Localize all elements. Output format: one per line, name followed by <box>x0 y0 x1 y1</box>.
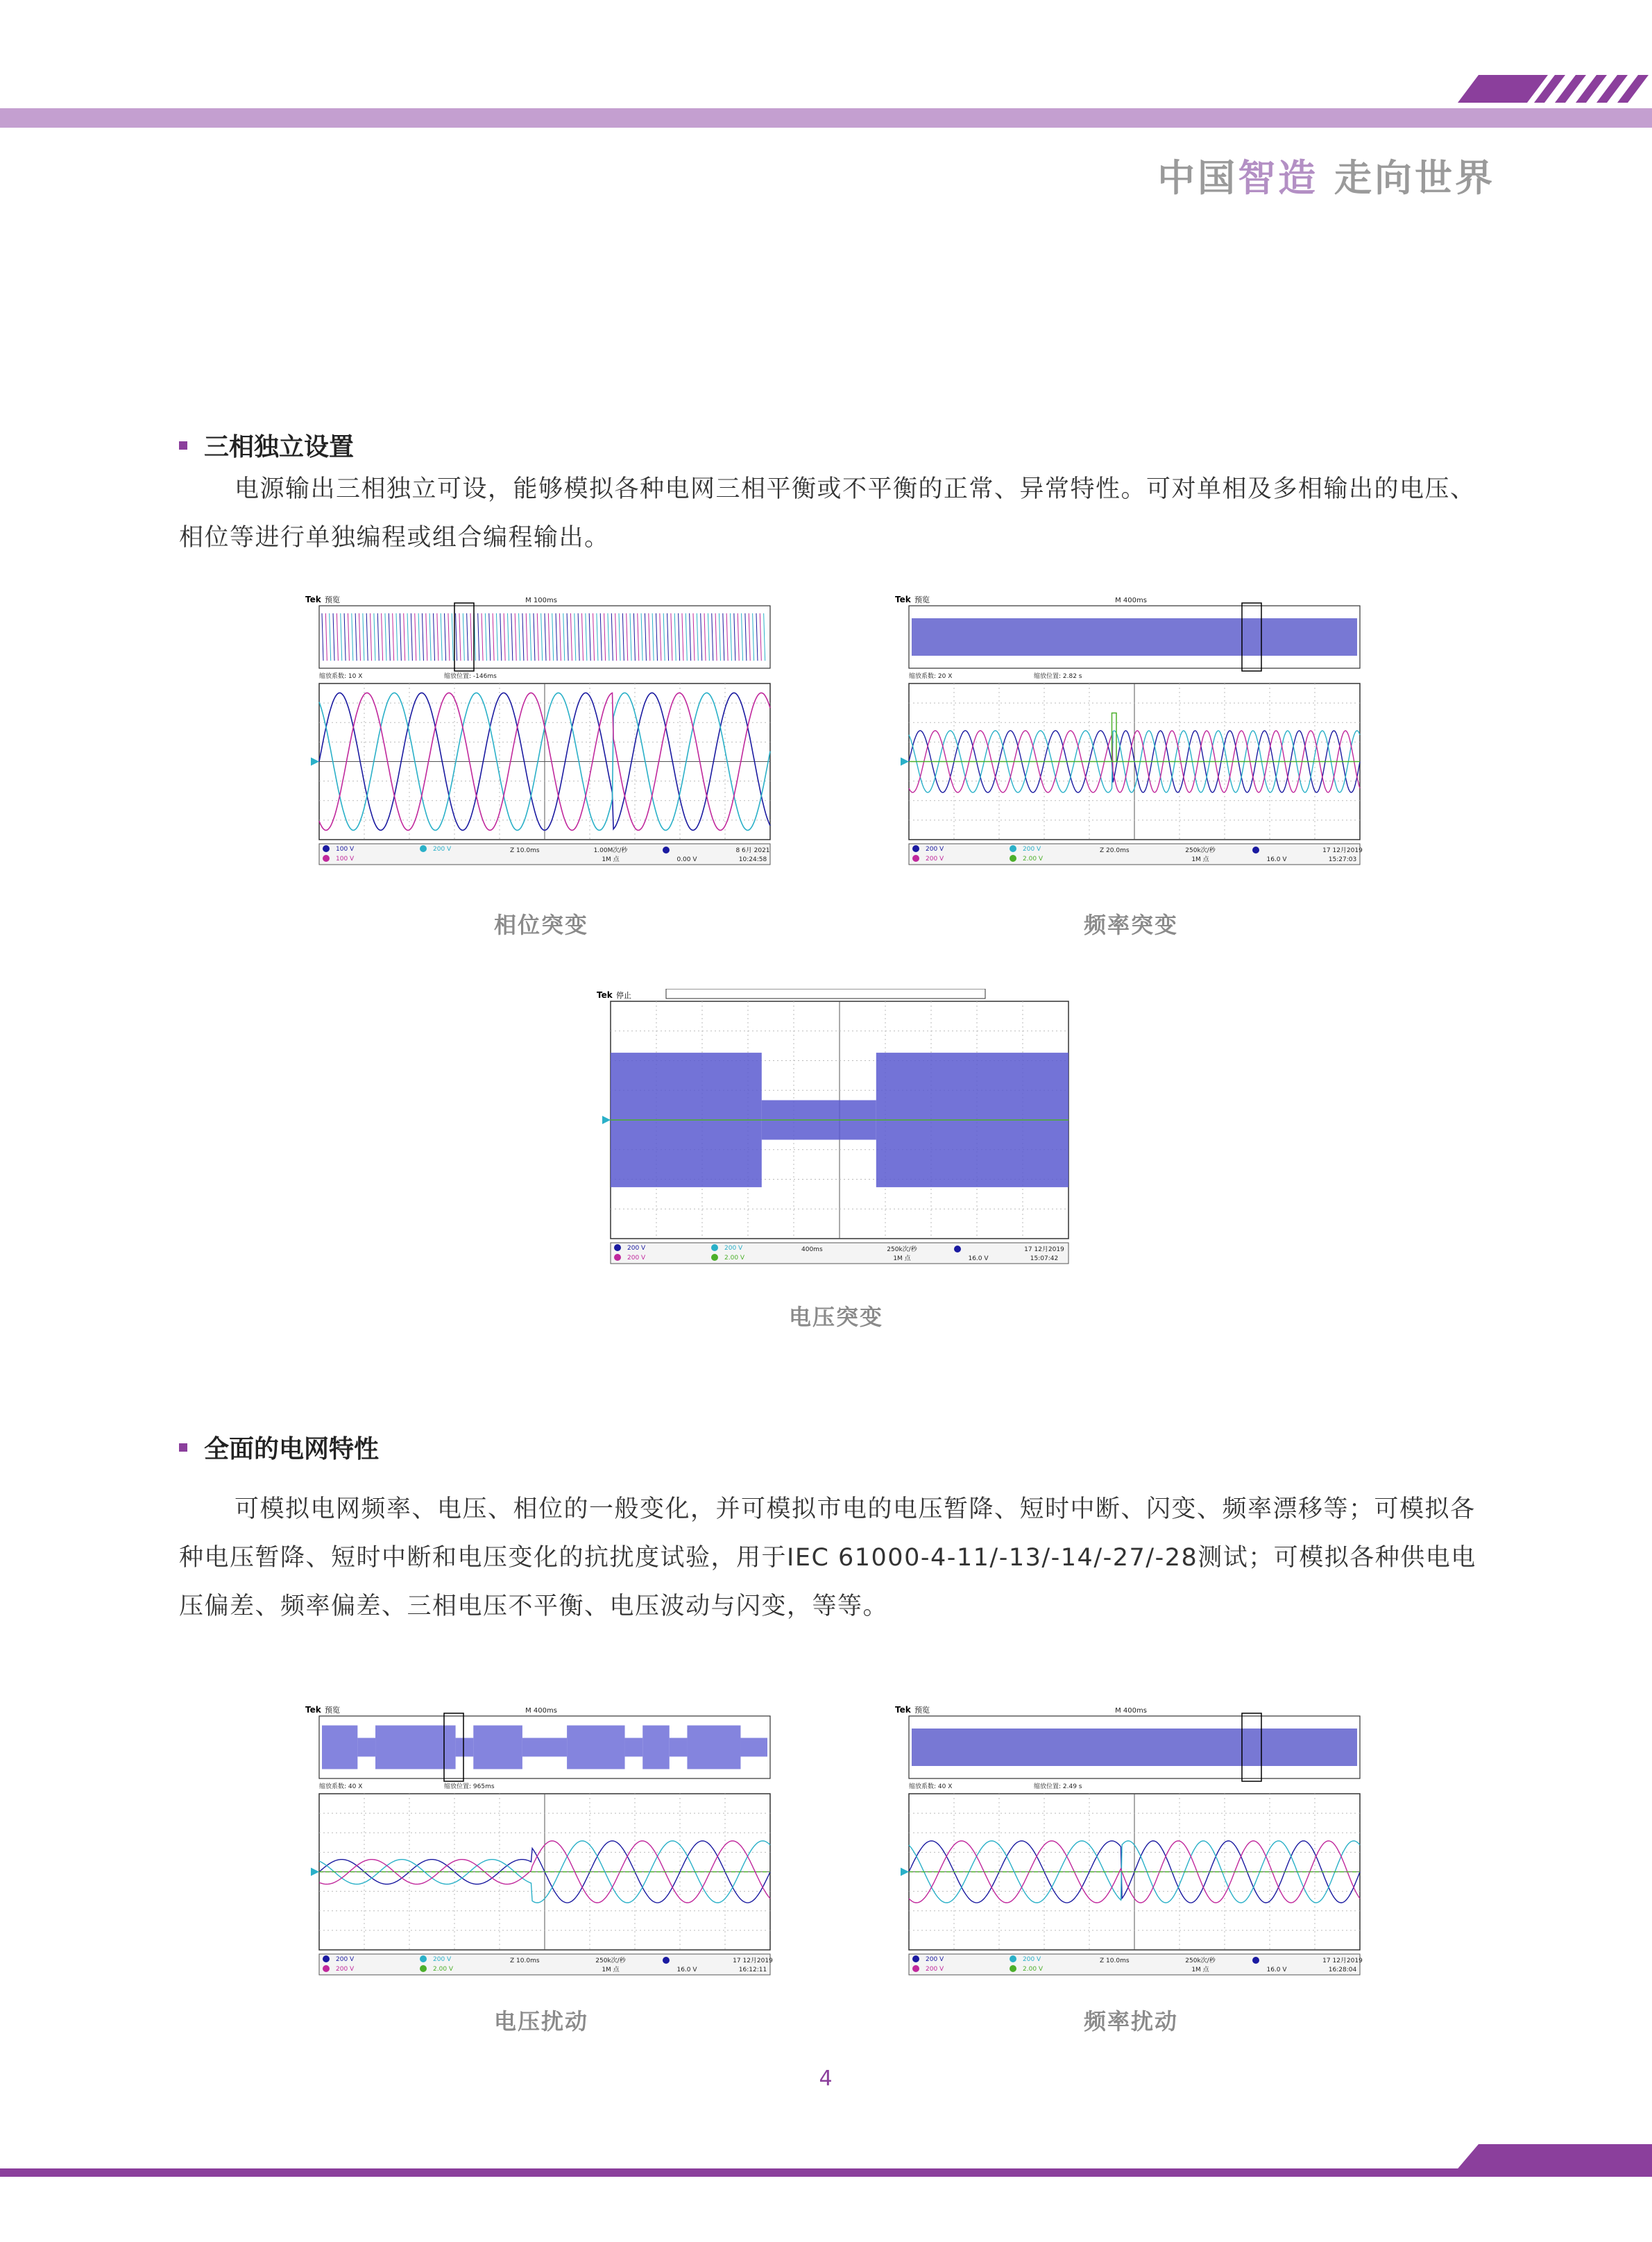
channel-badge-icon <box>912 1955 919 1962</box>
bottom-accent-bar <box>0 2168 1652 2177</box>
scope-grid <box>319 683 770 840</box>
zoom-position: 缩放位置: -146ms <box>444 673 497 680</box>
scope-timebase: M 400ms <box>1115 1707 1147 1715</box>
scope-brand: Tek <box>305 1705 321 1715</box>
horizontal-scale: Z 10.0ms <box>1100 1957 1130 1964</box>
horizontal-scale: Z 10.0ms <box>510 847 540 854</box>
oscilloscope-voltage-disturbance <box>305 1704 777 1978</box>
overview-band <box>912 618 1357 656</box>
section-title-grid-characteristics <box>179 1429 379 1465</box>
section1-paragraph <box>179 465 1497 562</box>
record-length: 1M 点 <box>602 1967 620 1973</box>
trigger-source-icon <box>1252 847 1259 854</box>
caption-phase-step: 相位突变 <box>493 912 588 938</box>
scope-overview-strip <box>909 606 1360 668</box>
channel-scale: 2.00 V <box>433 1966 454 1973</box>
scope-overview-strip <box>909 1716 1360 1778</box>
channel-scale: 200 V <box>336 1956 355 1963</box>
scope-time: 15:27:03 <box>1328 856 1357 863</box>
scope-acq-mode: 预览 <box>325 1706 340 1715</box>
overview-band <box>912 1729 1357 1766</box>
trigger-source-icon <box>663 847 670 854</box>
scope-overview-strip <box>319 606 770 668</box>
oscilloscope-voltage-step <box>597 989 1075 1266</box>
channel-scale: 2.00 V <box>724 1255 745 1262</box>
channel-scale: 2.00 V <box>1023 1966 1044 1973</box>
oscilloscope-frequency-step <box>895 593 1367 867</box>
horizontal-scale: Z 20.0ms <box>1100 847 1130 854</box>
trigger-level: 16.0 V <box>968 1255 989 1262</box>
trigger-level: 16.0 V <box>676 1967 697 1973</box>
scope-date: 17 12月2019 <box>1322 847 1363 854</box>
channel-scale: 200 V <box>336 1966 355 1973</box>
caption-frequency-disturbance: 频率扰动 <box>1083 2008 1178 2035</box>
scope-time: 16:28:04 <box>1328 1967 1357 1973</box>
channel-badge-icon <box>323 1965 330 1972</box>
channel-scale: 200 V <box>433 1956 452 1963</box>
oscilloscope-screen <box>305 1704 777 1978</box>
overview-band <box>625 1738 643 1757</box>
scope-readout-bar <box>611 1243 1068 1264</box>
section2-title-text: 全面的电网特性 <box>204 1435 380 1463</box>
zoom-position: 缩放位置: 2.49 s <box>1034 1783 1082 1790</box>
channel-badge-icon <box>1010 1965 1016 1972</box>
channel-scale: 100 V <box>336 856 355 863</box>
channel-badge-icon <box>1010 855 1016 862</box>
channel-badge-icon <box>912 845 919 852</box>
scope-brand: Tek <box>597 990 613 1000</box>
section1-title-text: 三相独立设置 <box>204 433 355 461</box>
scope-readout-bar <box>909 1954 1363 1975</box>
sample-rate: 1.00M次/秒 <box>593 847 628 854</box>
scope-brand: Tek <box>895 1705 911 1715</box>
overview-band <box>473 1726 522 1769</box>
page-number: 4 <box>819 2066 833 2091</box>
channel-scale: 200 V <box>1023 846 1041 853</box>
timebase-bar <box>666 989 985 999</box>
ground-marker-icon <box>901 758 909 766</box>
caption-voltage-disturbance: 电压扰动 <box>493 2008 588 2035</box>
channel-badge-icon <box>323 1955 330 1962</box>
scope-time: 10:24:58 <box>738 856 767 863</box>
zoom-position: 缩放位置: 965ms <box>444 1783 495 1790</box>
scope-timebase: M 400ms <box>525 1707 557 1715</box>
slogan-highlight: 智造 <box>1238 156 1319 200</box>
caption-frequency-step: 频率突变 <box>1083 912 1178 938</box>
scope-date: 17 12月2019 <box>1024 1246 1064 1253</box>
sample-rate: 250k次/秒 <box>595 1957 626 1964</box>
scope-date: 8 6月 2021 <box>735 847 770 854</box>
oscilloscope-screen <box>895 593 1367 867</box>
header-slogan <box>1157 148 1495 202</box>
section-title-three-phase <box>179 427 354 463</box>
channel-scale: 200 V <box>926 1966 944 1973</box>
overview-band <box>740 1738 767 1757</box>
channel-badge-icon <box>711 1244 718 1251</box>
channel-scale: 200 V <box>627 1245 646 1252</box>
channel-badge-icon <box>1010 1955 1016 1962</box>
scope-brand: Tek <box>895 595 911 604</box>
section2-paragraph-text: 可模拟电网频率、电压、相位的一般变化，并可模拟市电的电压暂降、短时中断、闪变、频率漂移等；可模拟各种电压暂降、短时中断和电压变化的抗扰度试验，用于IEC 61000-4-11/-13/-14/-27/-28测试；可模拟各种供电电压偏差、频率偏差、三相电压不平衡、电压波动与闪变，等等。 <box>179 1495 1476 1620</box>
bullet-icon <box>179 1443 187 1452</box>
overview-band <box>687 1726 740 1769</box>
channel-badge-icon <box>912 1965 919 1972</box>
horizontal-scale: Z 10.0ms <box>510 1957 540 1964</box>
channel-badge-icon <box>323 845 330 852</box>
slogan-part-2: 走向世界 <box>1318 156 1495 200</box>
sample-rate: 250k次/秒 <box>1185 847 1216 854</box>
channel-scale: 200 V <box>433 846 452 853</box>
zoom-factor: 缩放系数: 20 X <box>909 673 953 680</box>
scope-date: 17 12月2019 <box>1322 1957 1363 1964</box>
readout-frame <box>319 844 770 865</box>
channel-scale: 2.00 V <box>1023 856 1044 863</box>
trigger-source-icon <box>1252 1957 1259 1964</box>
channel-scale: 200 V <box>627 1255 646 1262</box>
channel-badge-icon <box>912 855 919 862</box>
record-length: 1M 点 <box>893 1255 911 1262</box>
caption-voltage-step: 电压突变 <box>788 1304 883 1330</box>
channel-scale: 200 V <box>724 1245 743 1252</box>
sample-rate: 250k次/秒 <box>1185 1957 1216 1964</box>
channel-scale: 200 V <box>1023 1956 1041 1963</box>
trigger-level: 16.0 V <box>1266 1967 1287 1973</box>
scope-time: 16:12:11 <box>738 1967 767 1973</box>
ground-marker-icon <box>311 758 319 766</box>
channel-badge-icon <box>614 1254 621 1261</box>
overview-band <box>357 1738 375 1757</box>
scope-acq-mode: 停止 <box>616 991 631 1000</box>
channel-scale: 100 V <box>336 846 355 853</box>
scope-timebase: M 100ms <box>525 597 557 604</box>
bullet-icon <box>179 441 187 450</box>
channel-badge-icon <box>614 1244 621 1251</box>
zoom-position: 缩放位置: 2.82 s <box>1034 673 1082 680</box>
overview-band <box>522 1738 567 1757</box>
oscilloscope-screen <box>597 989 1075 1266</box>
trigger-source-icon <box>954 1246 961 1252</box>
scope-date: 17 12月2019 <box>733 1957 773 1964</box>
scope-timebase: M 400ms <box>1115 597 1147 604</box>
zoom-factor: 缩放系数: 40 X <box>319 1783 363 1790</box>
section1-paragraph-text: 电源输出三相独立可设，能够模拟各种电网三相平衡或不平衡的正常、异常特性。可对单相及多相输出的电压、相位等进行单独编程或组合编程输出。 <box>179 475 1476 552</box>
channel-scale: 200 V <box>926 856 944 863</box>
readout-frame <box>909 844 1360 865</box>
channel-badge-icon <box>420 845 427 852</box>
oscilloscope-screen <box>895 1704 1367 1978</box>
scope-readout-bar <box>319 1954 773 1975</box>
trigger-source-icon <box>663 1957 670 1964</box>
trigger-level: 0.00 V <box>676 856 697 863</box>
header-stripes-decoration <box>1444 75 1652 103</box>
channel-badge-icon <box>420 1965 427 1972</box>
top-accent-bar <box>0 108 1652 128</box>
scope-acq-mode: 预览 <box>914 595 930 604</box>
oscilloscope-screen <box>305 593 777 867</box>
zoom-factor: 缩放系数: 10 X <box>319 673 363 680</box>
horizontal-scale: 400ms <box>801 1246 823 1253</box>
sample-rate: 250k次/秒 <box>887 1246 917 1253</box>
record-length: 1M 点 <box>1191 1967 1209 1973</box>
overview-band <box>322 1726 357 1769</box>
channel-badge-icon <box>1010 845 1016 852</box>
record-length: 1M 点 <box>602 856 620 863</box>
channel-badge-icon <box>711 1254 718 1261</box>
channel-scale: 200 V <box>926 1956 944 1963</box>
overview-band <box>670 1738 688 1757</box>
scope-acq-mode: 预览 <box>325 595 340 604</box>
oscilloscope-frequency-disturbance <box>895 1704 1367 1978</box>
overview-band <box>567 1726 624 1769</box>
scope-readout-bar <box>319 844 770 865</box>
readout-frame <box>611 1243 1068 1264</box>
slogan-part-1: 中国 <box>1157 156 1238 200</box>
scope-readout-bar <box>909 844 1363 865</box>
trigger-level: 16.0 V <box>1266 856 1287 863</box>
scope-time: 15:07:42 <box>1030 1255 1059 1262</box>
zoom-factor: 缩放系数: 40 X <box>909 1783 953 1790</box>
ground-marker-icon <box>311 1868 319 1876</box>
ground-marker-icon <box>602 1116 611 1124</box>
oscilloscope-phase-step <box>305 593 777 867</box>
channel-badge-icon <box>323 855 330 862</box>
overview-band <box>456 1738 474 1757</box>
scope-brand: Tek <box>305 595 321 604</box>
ground-marker-icon <box>901 1868 909 1876</box>
readout-frame <box>909 1954 1360 1975</box>
readout-frame <box>319 1954 770 1975</box>
overview-band <box>642 1726 670 1769</box>
scope-overview-strip <box>319 1716 770 1778</box>
channel-badge-icon <box>420 1955 427 1962</box>
channel-scale: 200 V <box>926 846 944 853</box>
scope-acq-mode: 预览 <box>914 1706 930 1715</box>
section2-paragraph <box>179 1485 1497 1631</box>
record-length: 1M 点 <box>1191 856 1209 863</box>
